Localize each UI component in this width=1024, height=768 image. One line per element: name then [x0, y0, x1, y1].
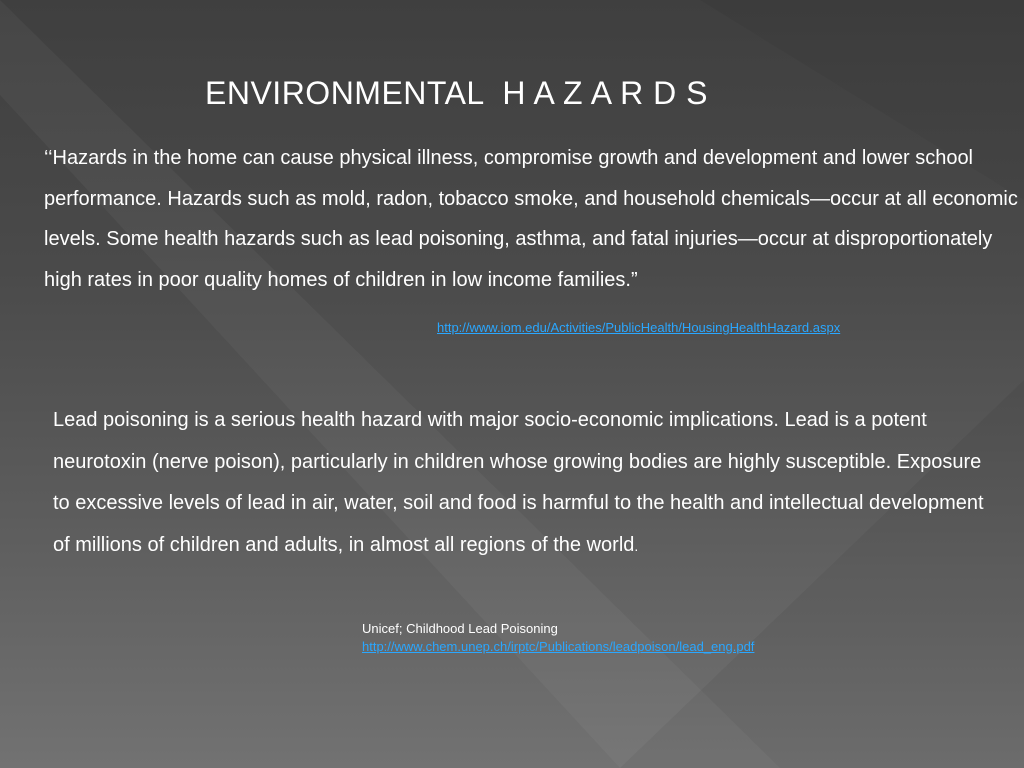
- citation: [362, 620, 754, 656]
- citation-link[interactable]: http://www.chem.unep.ch/irptc/Publications/leadpoison/lead_eng.pdf: [362, 639, 755, 654]
- body-period: .: [634, 537, 639, 554]
- body-text: Lead poisoning is a serious health hazard with major socio-economic implications. Lead is a potent neurotoxin (nerve poison), particularly in children whose growing bodies are highly susceptible. Exposure to excessive levels of lead in air, water, soil and food is harmful to the health and intellectual development of millions of children and adults, in almost all regions of the world: [53, 409, 984, 556]
- slide-title: ENVIRONMENTAL H A Z A R D S: [205, 75, 708, 111]
- citation-label: Unicef; Childhood Lead Poisoning: [362, 621, 558, 636]
- quote-source-link[interactable]: http://www.iom.edu/Activities/PublicHealth/HousingHealthHazard.aspx: [437, 320, 841, 335]
- body-paragraph: [53, 400, 1003, 567]
- quote-paragraph: ‘‘Hazards in the home can cause physical illness, compromise growth and development and lower school performance. Hazards such as mold, radon, tobacco smoke, and household chemicals—occur at all economic levels. Some health hazards such as lead poisoning, asthma, and fatal injuries—occur at disproportionately high rates in poor quality homes of children in low income families.”: [44, 147, 1018, 291]
